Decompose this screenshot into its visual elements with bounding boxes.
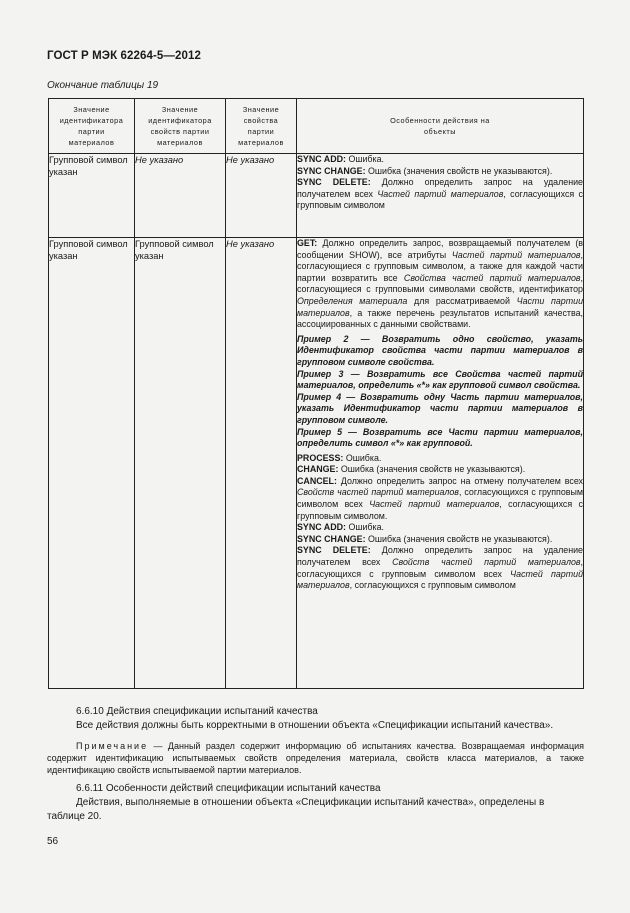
table-19 [48,98,584,689]
col-header-property-value: Значение свойства партии материалов [226,99,297,154]
example-4: Пример 4 — Возвратить одну Часть партии материалов, указать Идентификатор части партии материалов в групповом символе. [297,391,583,425]
section-6-6-11-title: 6.6.11 Особенности действий спецификации испытаний качества [76,783,381,794]
example-3: Пример 3 — Возвратить все Свойства частей партий материалов, определить «*» как групповой символ свойства. [297,368,583,391]
cell-property-value: Не указано [226,238,297,689]
section-6-6-10-title: 6.6.10 Действия спецификации испытаний качества [76,706,318,717]
note-label: Примечание [76,741,149,751]
table-row [49,154,584,238]
table-caption: Окончание таблицы 19 [47,80,159,91]
document-header: ГОСТ Р МЭК 62264-5—2012 [47,50,201,62]
col-header-action-features: Особенности действия на объекты [297,99,584,154]
table-header-row [49,99,584,154]
table-row [49,238,584,689]
col-header-batch-id: Значение идентификатора партии материалов [49,99,135,154]
cell-action-features: GET: Должно определить запрос, возвращаемый получателем (в сообщении SHOW), все атрибуты Частей партий материалов, согласующиеся с групповым символом, а также для каждой части партии возвратить все Свойства частей партий материалов, согласующиеся с групповыми символами свойств, идентификатор Определения материала для рассматриваемой Части партии материалов, а также перечень результатов испытаний качества, ассоциированных с данными свойствами. Пример 2 — Возвратить одно свойство, указать Идентификатор свойства части партии материалов в групповом символе свойства. Пример 3 — Возвратить все Свойства частей партий материалов, определить «*» как групповой символ свойства. Пример 4 — Возвратить одну Часть партии материалов, указать Идентификатор части партии материалов в групповом символе. Пример 5 — Возвратить все Части партии материалов, определить символ «*» как групповой. PROCESS: Ошибка. CHANGE: Ошибка (значения свойств не указываются). CANCEL: Должно определить запрос на отмену получателем всех Свойств частей партий материалов, согласующихся с групповым символом всех Частей партий материалов, согласующихся с групповым символом. SYNC ADD: Ошибка. SYNC CHANGE: Ошибка (значения свойств не указываются). SYNC DELETE: Должно определить запрос на удаление получателем всех Свойств частей партий материалов, согласующихся с групповым символом всех Частей партий материалов, согласующихся с групповым символом [297,238,584,689]
page-number: 56 [47,836,59,847]
cell-action-features: SYNC ADD: Ошибка. SYNC CHANGE: Ошибка (значения свойств не указываются). SYNC DELETE: Должно определить запрос на удаление получателем всех Частей партий материалов, согласующихся с групповым символом [297,154,584,238]
col-header-property-id: Значение идентификатора свойств партии материалов [135,99,226,154]
cell-property-id: Групповой символ указан [135,238,226,689]
section-6-6-11-text: Действия, выполняемые в отношении объекта «Спецификации испытаний качества», определены в таблице 20. [47,797,545,822]
example-5: Пример 5 — Возвратить все Части партии материалов, определить символ «*» как групповой. [297,426,583,449]
section-6-6-10-text: Все действия должны быть корректными в отношении объекта «Спецификации испытаний качества». [76,720,554,731]
cell-batch-id: Групповой символ указан [49,154,135,238]
cell-batch-id: Групповой символ указан [49,238,135,689]
note-text: — Данный раздел содержит информацию об испытаниях качества. Возвращаемая информация содержит идентификацию испытываемых свойств определения материала, свойств класса материалов, а также идентификацию свойств испытываемой партии материалов. [47,741,584,775]
note [47,740,584,776]
cell-property-value: Не указано [226,154,297,238]
example-2: Пример 2 — Возвратить одно свойство, указать Идентификатор свойства части партии материалов в групповом символе свойства. [297,333,583,367]
cell-property-id: Не указано [135,154,226,238]
